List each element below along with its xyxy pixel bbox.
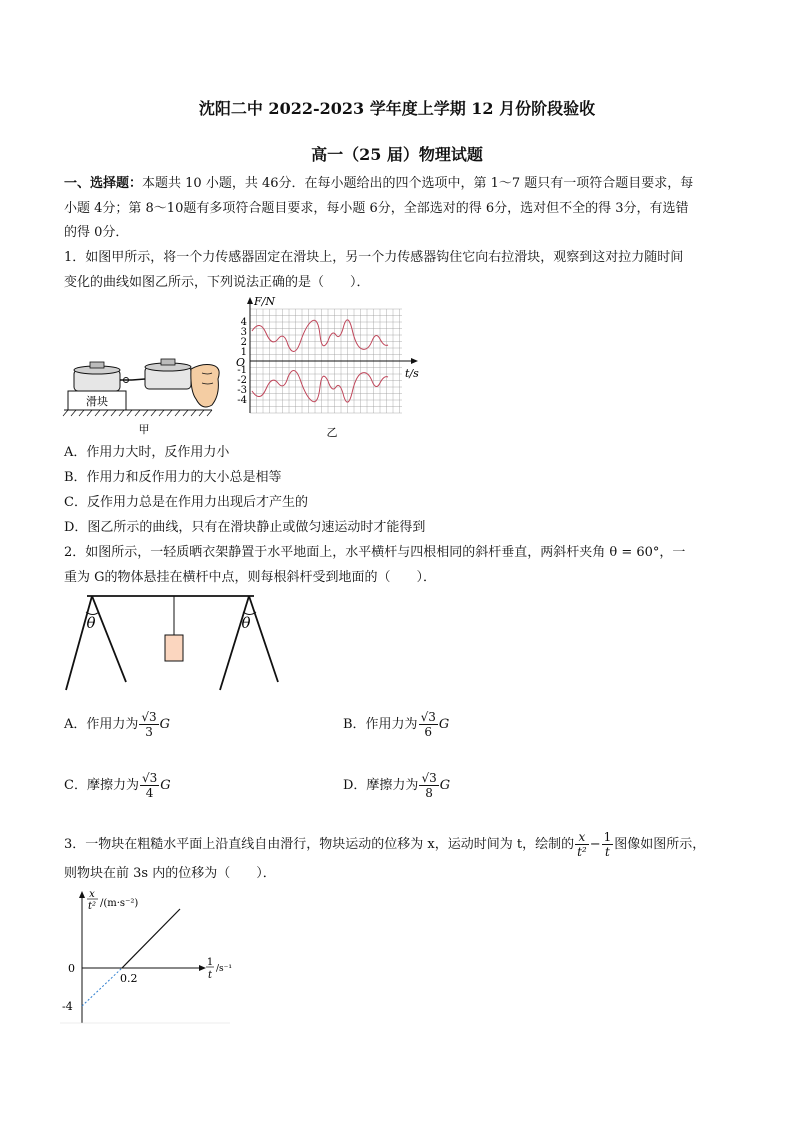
y-tick-label: -3 xyxy=(237,385,247,396)
q3-frac-1-over-t: $\frac{1}{t}$ xyxy=(603,830,612,859)
section-heading: 一、选择题： xyxy=(64,176,143,191)
q3-y-label-num: x xyxy=(89,889,95,900)
left-outer-leg xyxy=(66,596,92,690)
q3-y-intercept-label: -4 xyxy=(62,1000,73,1013)
y-tick-label: -1 xyxy=(237,365,247,376)
angle-label-right: θ xyxy=(241,614,251,632)
q3-origin-label: 0 xyxy=(68,962,75,975)
reaction-force-curve xyxy=(252,370,388,402)
q3-graph-line xyxy=(122,909,180,968)
section-intro-line3: 的得 0分． xyxy=(64,225,129,240)
section-intro-line1 xyxy=(64,175,693,193)
y-tick-label: 1 xyxy=(240,347,247,358)
angle-label-left: θ xyxy=(86,614,96,632)
q2-option-c-fraction: $\frac{√3}{4}$ xyxy=(141,771,158,800)
q3-stem-text: 3．一物块在粗糙水平面上沿直线自由滑行，物块运动的位移为 x，运动时间为 t，绘制的 xyxy=(64,837,575,852)
left-inner-leg xyxy=(92,596,126,682)
hanging-weight xyxy=(165,635,183,661)
q1-figure-jia xyxy=(62,355,230,439)
y-axis-label: F/N xyxy=(254,295,275,308)
q2-option-b[interactable]: B．作用力为 $\frac{√3}{6}$ G xyxy=(343,710,450,739)
q3-x-label-unit: /s⁻¹ xyxy=(216,964,233,974)
q1-option-a[interactable]: A．作用力大时，反作用力小 xyxy=(64,445,230,460)
q3-stem-line2: 则物块在前 3s 内的位移为（ ）． xyxy=(64,866,276,881)
q3-dashed-extension xyxy=(82,968,122,1006)
q1-option-d[interactable]: D．图乙所示的曲线，只有在滑块静止或做匀速运动时才能得到 xyxy=(64,520,426,535)
q2-stem-line1: 2．如图所示，一轻质晒衣架静置于水平地面上，水平横杆与四根相同的斜杆垂直，两斜杆夹角 θ = 60°，一 xyxy=(64,545,686,560)
action-force-curve xyxy=(252,320,388,352)
q2-option-d[interactable]: D．摩擦力为 $\frac{√3}{8}$ G xyxy=(343,771,451,800)
q2-option-c[interactable]: C．摩擦力为 $\frac{√3}{4}$ G xyxy=(64,771,171,800)
exam-title: 沈阳二中 2022-2023 学年度上学期 12 月份阶段验收 xyxy=(198,99,596,118)
origin-label: O xyxy=(236,356,246,369)
y-tick-label: 2 xyxy=(240,337,247,348)
q2-option-c-text: C．摩擦力为 xyxy=(64,778,139,793)
q3-y-label-den: t² xyxy=(87,901,97,912)
y-tick-label: -4 xyxy=(237,395,247,406)
exam-subtitle: 高一（25 届）物理试题 xyxy=(311,145,483,164)
hand xyxy=(191,365,219,408)
q3-x-label-num: 1 xyxy=(206,957,214,968)
q2-option-a[interactable]: A．作用力为 $\frac{√3}{3}$ G xyxy=(64,710,171,739)
q1-option-c[interactable]: C．反作用力总是在作用力出现后才产生的 xyxy=(64,495,308,510)
q1-stem-line2: 变化的曲线如图乙所示，下列说法正确的是（ ）． xyxy=(64,275,370,290)
q3-stem-line1: 3．一物块在粗糙水平面上沿直线自由滑行，物块运动的位移为 x，运动时间为 t，绘制的 $\frac{x}{\text{t²}}$ − $\frac{1}{t}$ 图像如图所示， xyxy=(64,830,706,859)
q3-frac-x-over-t2: $\frac{x}{\text{t²}}$ xyxy=(577,830,587,859)
y-tick-label: -2 xyxy=(237,375,247,386)
right-inner-leg xyxy=(249,596,278,682)
y-tick-label: 4 xyxy=(240,317,247,328)
y-tick-label: 3 xyxy=(240,327,247,338)
q2-option-a-fraction: $\frac{√3}{3}$ xyxy=(141,710,157,739)
right-outer-leg xyxy=(220,596,249,690)
q3-x-intercept-label: 0.2 xyxy=(120,972,138,985)
slider-block-label: 滑块 xyxy=(86,395,108,408)
q2-option-a-text: A．作用力为 xyxy=(64,717,139,732)
q2-option-b-fraction: $\frac{√3}{6}$ xyxy=(420,710,436,739)
q2-figure-rack xyxy=(62,590,292,694)
section-intro-text1: 本题共 10 小题，共 46分．在每小题给出的四个选项中，第 1～7 题只有一项符合题目要求，每 xyxy=(142,176,694,191)
figure-yi-caption: 乙 xyxy=(326,426,338,439)
q3-x-label-den: t xyxy=(207,970,213,981)
q1-stem-line1: 1．如图甲所示，将一个力传感器固定在滑块上，另一个力传感器钩住它向右拉滑块，观察到这对拉力随时间 xyxy=(64,250,684,265)
q2-option-d-fraction: $\frac{√3}{8}$ xyxy=(421,771,437,800)
x-axis-label: t/s xyxy=(405,367,419,380)
q2-stem-line2: 重为 G的物体悬挂在横杆中点，则每根斜杆受到地面的（ ）． xyxy=(64,570,437,585)
q3-y-label-unit: /(m·s⁻²) xyxy=(100,898,139,909)
section-intro-line2: 小题 4分；第 8～10题有多项符合题目要求，每小题 6分，全部选对的得 6分，选对但不全的得 3分，有选错 xyxy=(64,201,689,216)
q2-option-b-text: B．作用力为 xyxy=(343,717,418,732)
q3-figure-graph xyxy=(60,885,250,1025)
q2-option-d-text: D．摩擦力为 xyxy=(343,778,419,793)
q1-option-b[interactable]: B．作用力和反作用力的大小总是相等 xyxy=(64,470,282,485)
q1-figure-yi xyxy=(232,295,422,440)
figure-jia-caption: 甲 xyxy=(138,423,150,436)
